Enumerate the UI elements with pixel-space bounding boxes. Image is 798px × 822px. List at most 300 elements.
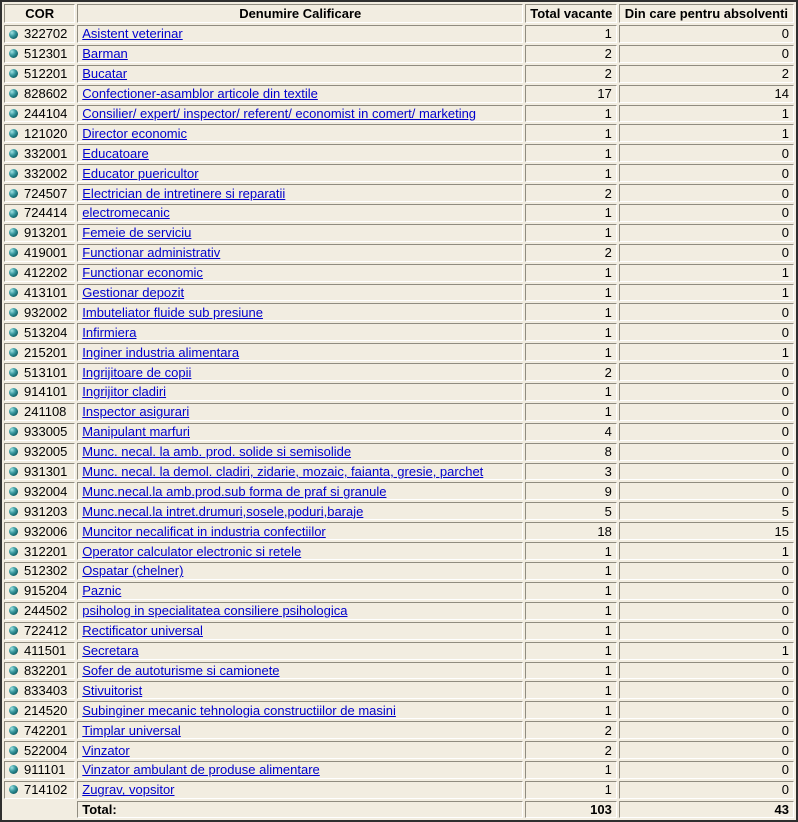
qualification-cell: [77, 65, 523, 83]
total-vacante-cell: 2: [525, 244, 617, 262]
qualification-link[interactable]: Sofer de autoturisme si camionete: [82, 662, 280, 678]
table-row: [4, 482, 794, 500]
bullet-icon: [9, 487, 18, 496]
total-vacante-cell: 2: [525, 65, 617, 83]
table-row: [4, 622, 794, 640]
absolventi-cell: 5: [619, 502, 794, 520]
absolventi-cell: 1: [619, 105, 794, 123]
absolventi-cell: 0: [619, 741, 794, 759]
cor-code: 522004: [24, 742, 68, 758]
absolventi-cell: 0: [619, 204, 794, 222]
absolventi-cell: 0: [619, 423, 794, 441]
table-row: [4, 105, 794, 123]
cor-cell: [4, 423, 75, 441]
qualification-link[interactable]: Gestionar depozit: [82, 285, 185, 301]
cor-cell: [4, 582, 75, 600]
total-vacante-cell: 18: [525, 522, 617, 540]
total-row: [4, 801, 794, 818]
absolventi-cell: 0: [619, 184, 794, 202]
total-vacante-cell: 2: [525, 45, 617, 63]
cor-cell: [4, 144, 75, 162]
qualification-link[interactable]: Zugrav, vopsitor: [82, 782, 175, 798]
qualification-link[interactable]: Stivuitorist: [82, 682, 143, 698]
cor-cell: [4, 224, 75, 242]
bullet-icon: [9, 109, 18, 118]
qualification-cell: [77, 662, 523, 680]
qualification-link[interactable]: Infirmiera: [82, 324, 137, 340]
qualification-cell: [77, 482, 523, 500]
bullet-icon: [9, 407, 18, 416]
qualification-link[interactable]: Vinzator: [82, 742, 130, 758]
absolventi-cell: 1: [619, 343, 794, 361]
total-vacante-cell: 4: [525, 423, 617, 441]
cor-code: 724507: [24, 185, 68, 201]
total-vacante-cell: 17: [525, 85, 617, 103]
cor-code: 932004: [24, 483, 68, 499]
table-row: [4, 323, 794, 341]
total-vacante-cell: 1: [525, 761, 617, 779]
qualification-cell: [77, 204, 523, 222]
table-row: [4, 383, 794, 401]
cor-cell: [4, 85, 75, 103]
total-vacante-cell: 1: [525, 25, 617, 43]
cor-cell: [4, 124, 75, 142]
total-vacante-cell: 1: [525, 224, 617, 242]
cor-code: 244104: [24, 106, 68, 121]
bullet-icon: [9, 348, 18, 357]
absolventi-cell: 1: [619, 284, 794, 302]
table-row: [4, 25, 794, 43]
cor-cell: [4, 45, 75, 63]
bullet-icon: [9, 49, 18, 58]
qualification-link[interactable]: Paznic: [82, 583, 122, 599]
bullet-icon: [9, 467, 18, 476]
total-vacante-cell: 1: [525, 403, 617, 421]
cor-cell: [4, 343, 75, 361]
absolventi-cell: 0: [619, 463, 794, 481]
cor-code: 911101: [24, 762, 66, 778]
table-row: [4, 124, 794, 142]
qualification-link[interactable]: electromecanic: [82, 205, 170, 221]
bullet-icon: [9, 308, 18, 317]
absolventi-cell: 0: [619, 622, 794, 640]
absolventi-cell: 2: [619, 65, 794, 83]
total-absolventi-sum: 43: [619, 801, 794, 818]
cor-code: 742201: [24, 722, 68, 738]
qualification-cell: [77, 522, 523, 540]
absolventi-cell: 0: [619, 721, 794, 739]
cor-code: 322702: [24, 26, 68, 42]
cor-cell: [4, 184, 75, 202]
qualification-link[interactable]: Functionar economic: [82, 265, 203, 281]
cor-code: 724414: [24, 205, 68, 221]
cor-cell: [4, 622, 75, 640]
total-vacante-cell: 1: [525, 681, 617, 699]
cor-code: 933005: [24, 424, 68, 440]
total-label: Total:: [77, 801, 523, 818]
bullet-icon: [9, 686, 18, 695]
total-vacante-cell: 1: [525, 144, 617, 162]
bullet-icon: [9, 547, 18, 556]
qualification-link[interactable]: Asistent veterinar: [82, 26, 183, 42]
total-vacante-cell: 1: [525, 343, 617, 361]
table-row: [4, 343, 794, 361]
qualification-cell: [77, 363, 523, 381]
table-row: [4, 443, 794, 461]
qualification-link[interactable]: Munc.necal.la amb.prod.sub forma de praf si granule: [82, 483, 387, 499]
absolventi-cell: 0: [619, 323, 794, 341]
absolventi-cell: 1: [619, 124, 794, 142]
bullet-icon: [9, 388, 18, 397]
bullet-icon: [9, 89, 18, 98]
table-row: [4, 85, 794, 103]
qualification-cell: [77, 184, 523, 202]
total-vacante-cell: 1: [525, 284, 617, 302]
bullet-icon: [9, 706, 18, 715]
total-vacante-cell: 2: [525, 363, 617, 381]
cor-cell: [4, 65, 75, 83]
bullet-icon: [9, 149, 18, 158]
total-vacante-cell: 9: [525, 482, 617, 500]
qualification-cell: [77, 443, 523, 461]
column-header-cor: COR: [4, 4, 75, 23]
cor-code: 513204: [24, 324, 68, 340]
cor-code: 413101: [24, 285, 68, 301]
cor-cell: [4, 502, 75, 520]
qualification-link[interactable]: Ingrijitoare de copii: [82, 364, 192, 380]
cor-cell: [4, 602, 75, 620]
absolventi-cell: 0: [619, 244, 794, 262]
absolventi-cell: 0: [619, 303, 794, 321]
cor-code: 513101: [24, 364, 68, 380]
qualification-link[interactable]: Muncitor necalificat in industria confectiilor: [82, 523, 326, 539]
qualification-cell: [77, 144, 523, 162]
qualification-cell: [77, 602, 523, 620]
qualification-cell: [77, 303, 523, 321]
absolventi-cell: 0: [619, 562, 794, 580]
absolventi-cell: 0: [619, 761, 794, 779]
qualification-link[interactable]: psiholog in specialitatea consiliere psihologica: [82, 603, 348, 619]
table-row: [4, 582, 794, 600]
qualification-link[interactable]: Ospatar (chelner): [82, 563, 184, 579]
bullet-icon: [9, 785, 18, 794]
absolventi-cell: 0: [619, 25, 794, 43]
qualification-link[interactable]: Manipulant marfuri: [82, 424, 190, 440]
bullet-icon: [9, 586, 18, 595]
bullet-icon: [9, 209, 18, 218]
total-vacante-cell: 1: [525, 562, 617, 580]
cor-cell: [4, 403, 75, 421]
cor-code: 419001: [24, 245, 68, 261]
qualification-link[interactable]: Operator calculator electronic si retele: [82, 543, 302, 559]
total-vacante-cell: 1: [525, 164, 617, 182]
cor-cell: [4, 244, 75, 262]
table-row: [4, 602, 794, 620]
qualification-link[interactable]: Educatoare: [82, 145, 149, 161]
table-row: [4, 144, 794, 162]
total-vacante-cell: 1: [525, 701, 617, 719]
qualification-link[interactable]: Rectificator universal: [82, 623, 203, 639]
qualification-link[interactable]: Secretara: [82, 643, 139, 659]
cor-code: 833403: [24, 682, 68, 698]
cor-cell: [4, 721, 75, 739]
qualification-cell: [77, 105, 523, 123]
table-row: [4, 542, 794, 560]
table-row: [4, 224, 794, 242]
bullet-icon: [9, 567, 18, 576]
cor-cell: [4, 642, 75, 660]
absolventi-cell: 0: [619, 403, 794, 421]
qualification-cell: [77, 284, 523, 302]
qualification-cell: [77, 502, 523, 520]
table-row: [4, 45, 794, 63]
cor-cell: [4, 482, 75, 500]
cor-code: 512201: [24, 66, 68, 82]
bullet-icon: [9, 626, 18, 635]
qualification-link[interactable]: Subinginer mecanic tehnologia constructiilor de masini: [82, 702, 396, 718]
cor-code: 714102: [24, 782, 68, 798]
cor-code: 931301: [24, 464, 68, 480]
column-header-total-vacante: Total vacante: [525, 4, 617, 23]
cor-cell: [4, 443, 75, 461]
qualification-cell: [77, 224, 523, 242]
qualification-link[interactable]: Confectioner-asamblor articole din textile: [82, 86, 318, 102]
total-vacante-cell: 1: [525, 303, 617, 321]
qualification-cell: [77, 264, 523, 282]
qualification-cell: [77, 423, 523, 441]
bullet-icon: [9, 646, 18, 655]
cor-cell: [4, 522, 75, 540]
bullet-icon: [9, 765, 18, 774]
qualification-cell: [77, 642, 523, 660]
bullet-icon: [9, 189, 18, 198]
cor-code: 512302: [24, 563, 68, 579]
table-row: [4, 403, 794, 421]
total-vacante-cell: 2: [525, 741, 617, 759]
cor-code: 312201: [24, 543, 68, 559]
qualification-link[interactable]: Imbuteliator fluide sub presiune: [82, 304, 263, 320]
absolventi-cell: 0: [619, 602, 794, 620]
cor-code: 412202: [24, 265, 68, 281]
cor-code: 332001: [24, 145, 68, 161]
table-row: [4, 303, 794, 321]
cor-code: 932006: [24, 523, 68, 539]
qualification-cell: [77, 85, 523, 103]
table-row: [4, 204, 794, 222]
cor-code: 913201: [24, 225, 68, 241]
table-row: [4, 781, 794, 799]
qualification-cell: [77, 45, 523, 63]
qualification-link[interactable]: Bucatar: [82, 66, 128, 82]
cor-code: 932005: [24, 444, 68, 460]
total-vacante-cell: 1: [525, 602, 617, 620]
table-row: [4, 681, 794, 699]
bullet-icon: [9, 507, 18, 516]
cor-cell: [4, 542, 75, 560]
absolventi-cell: 0: [619, 781, 794, 799]
bullet-icon: [9, 169, 18, 178]
qualification-cell: [77, 244, 523, 262]
table-row: [4, 65, 794, 83]
cor-code: 411501: [24, 643, 67, 659]
cor-cell: [4, 303, 75, 321]
total-vacante-cell: 1: [525, 323, 617, 341]
qualification-link[interactable]: Director economic: [82, 125, 188, 141]
absolventi-cell: 15: [619, 522, 794, 540]
qualification-cell: [77, 383, 523, 401]
qualification-cell: [77, 582, 523, 600]
table-row: [4, 562, 794, 580]
qualification-link[interactable]: Consilier/ expert/ inspector/ referent/ economist in comert/ marketing: [82, 106, 477, 121]
total-vacante-cell: 8: [525, 443, 617, 461]
absolventi-cell: 0: [619, 443, 794, 461]
bullet-icon: [9, 368, 18, 377]
absolventi-cell: 14: [619, 85, 794, 103]
bullet-icon: [9, 288, 18, 297]
qualification-cell: [77, 343, 523, 361]
bullet-icon: [9, 228, 18, 237]
total-vacante-cell: 1: [525, 542, 617, 560]
total-row-empty-cell: [4, 801, 75, 818]
cor-cell: [4, 761, 75, 779]
cor-cell: [4, 463, 75, 481]
cor-cell: [4, 25, 75, 43]
absolventi-cell: 0: [619, 224, 794, 242]
absolventi-cell: 0: [619, 662, 794, 680]
column-header-denumire: Denumire Calificare: [77, 4, 523, 23]
total-vacante-cell: 1: [525, 264, 617, 282]
absolventi-cell: 0: [619, 144, 794, 162]
qualification-link[interactable]: Functionar administrativ: [82, 245, 221, 261]
total-vacante-cell: 1: [525, 622, 617, 640]
qualification-link[interactable]: Inspector asigurari: [82, 404, 190, 420]
qualification-link[interactable]: Barman: [82, 46, 128, 62]
total-vacante-cell: 1: [525, 204, 617, 222]
total-vacante-cell: 1: [525, 781, 617, 799]
bullet-icon: [9, 268, 18, 277]
qualification-link[interactable]: Electrician de intretinere si reparatii: [82, 185, 286, 201]
cor-code: 931203: [24, 503, 68, 519]
cor-code: 214520: [24, 702, 68, 718]
column-header-absolventi: Din care pentru absolventi: [619, 4, 794, 23]
cor-cell: [4, 781, 75, 799]
absolventi-cell: 0: [619, 681, 794, 699]
total-vacante-cell: 3: [525, 463, 617, 481]
qualification-cell: [77, 124, 523, 142]
cor-cell: [4, 105, 75, 123]
cor-cell: [4, 383, 75, 401]
absolventi-cell: 0: [619, 363, 794, 381]
cor-code: 722412: [24, 623, 68, 639]
bullet-icon: [9, 606, 18, 615]
cor-code: 121020: [24, 125, 68, 141]
table-row: [4, 522, 794, 540]
cor-code: 244502: [24, 603, 68, 619]
qualification-link[interactable]: Munc. necal. la amb. prod. solide si semisolide: [82, 444, 352, 460]
qualification-cell: [77, 622, 523, 640]
qualification-cell: [77, 403, 523, 421]
cor-code: 215201: [24, 344, 68, 360]
bullet-icon: [9, 69, 18, 78]
cor-code: 914101: [24, 384, 68, 400]
qualification-cell: [77, 164, 523, 182]
qualification-cell: [77, 463, 523, 481]
qualification-link[interactable]: Vinzator ambulant de produse alimentare: [82, 762, 320, 778]
absolventi-cell: 1: [619, 264, 794, 282]
table-row: [4, 423, 794, 441]
qualification-link[interactable]: Educator puericultor: [82, 165, 199, 181]
qualification-cell: [77, 25, 523, 43]
bullet-icon: [9, 328, 18, 337]
cor-code: 932002: [24, 304, 68, 320]
cor-cell: [4, 741, 75, 759]
table-row: [4, 502, 794, 520]
bullet-icon: [9, 248, 18, 257]
table-row: [4, 244, 794, 262]
bullet-icon: [9, 447, 18, 456]
table-row: [4, 662, 794, 680]
cor-cell: [4, 164, 75, 182]
qualification-link[interactable]: Inginer industria alimentara: [82, 344, 240, 360]
cor-code: 332002: [24, 165, 68, 181]
bullet-icon: [9, 666, 18, 675]
cor-cell: [4, 204, 75, 222]
cor-cell: [4, 562, 75, 580]
qualification-link[interactable]: Ingrijitor cladiri: [82, 384, 167, 400]
table-row: [4, 642, 794, 660]
cor-cell: [4, 681, 75, 699]
absolventi-cell: 0: [619, 383, 794, 401]
qualification-cell: [77, 323, 523, 341]
table-row: [4, 164, 794, 182]
qualification-link[interactable]: Femeie de serviciu: [82, 225, 192, 241]
bullet-icon: [9, 129, 18, 138]
total-vacante-sum: 103: [525, 801, 617, 818]
table-row: [4, 363, 794, 381]
cor-code: 828602: [24, 86, 68, 102]
total-vacante-cell: 1: [525, 124, 617, 142]
table-row: [4, 721, 794, 739]
cor-cell: [4, 264, 75, 282]
cor-code: 915204: [24, 583, 68, 599]
header-row: [4, 4, 794, 23]
absolventi-cell: 0: [619, 164, 794, 182]
bullet-icon: [9, 427, 18, 436]
bullet-icon: [9, 30, 18, 39]
qualification-cell: [77, 562, 523, 580]
total-vacante-cell: 1: [525, 383, 617, 401]
absolventi-cell: 0: [619, 45, 794, 63]
qualification-cell: [77, 761, 523, 779]
qualification-cell: [77, 542, 523, 560]
cor-cell: [4, 323, 75, 341]
table-row: [4, 701, 794, 719]
cor-cell: [4, 363, 75, 381]
absolventi-cell: 0: [619, 701, 794, 719]
total-vacante-cell: 2: [525, 721, 617, 739]
bullet-icon: [9, 527, 18, 536]
cor-code: 832201: [24, 662, 68, 678]
qualification-cell: [77, 701, 523, 719]
qualification-cell: [77, 741, 523, 759]
cor-cell: [4, 284, 75, 302]
qualification-link[interactable]: Munc.necal.la intret.drumuri,sosele,poduri,baraje: [82, 503, 364, 519]
total-vacante-cell: 1: [525, 662, 617, 680]
total-vacante-cell: 1: [525, 642, 617, 660]
qualification-link[interactable]: Timplar universal: [82, 722, 181, 738]
absolventi-cell: 0: [619, 582, 794, 600]
qualification-link[interactable]: Munc. necal. la demol. cladiri, zidarie, mozaic, faianta, gresie, parchet: [82, 464, 484, 480]
